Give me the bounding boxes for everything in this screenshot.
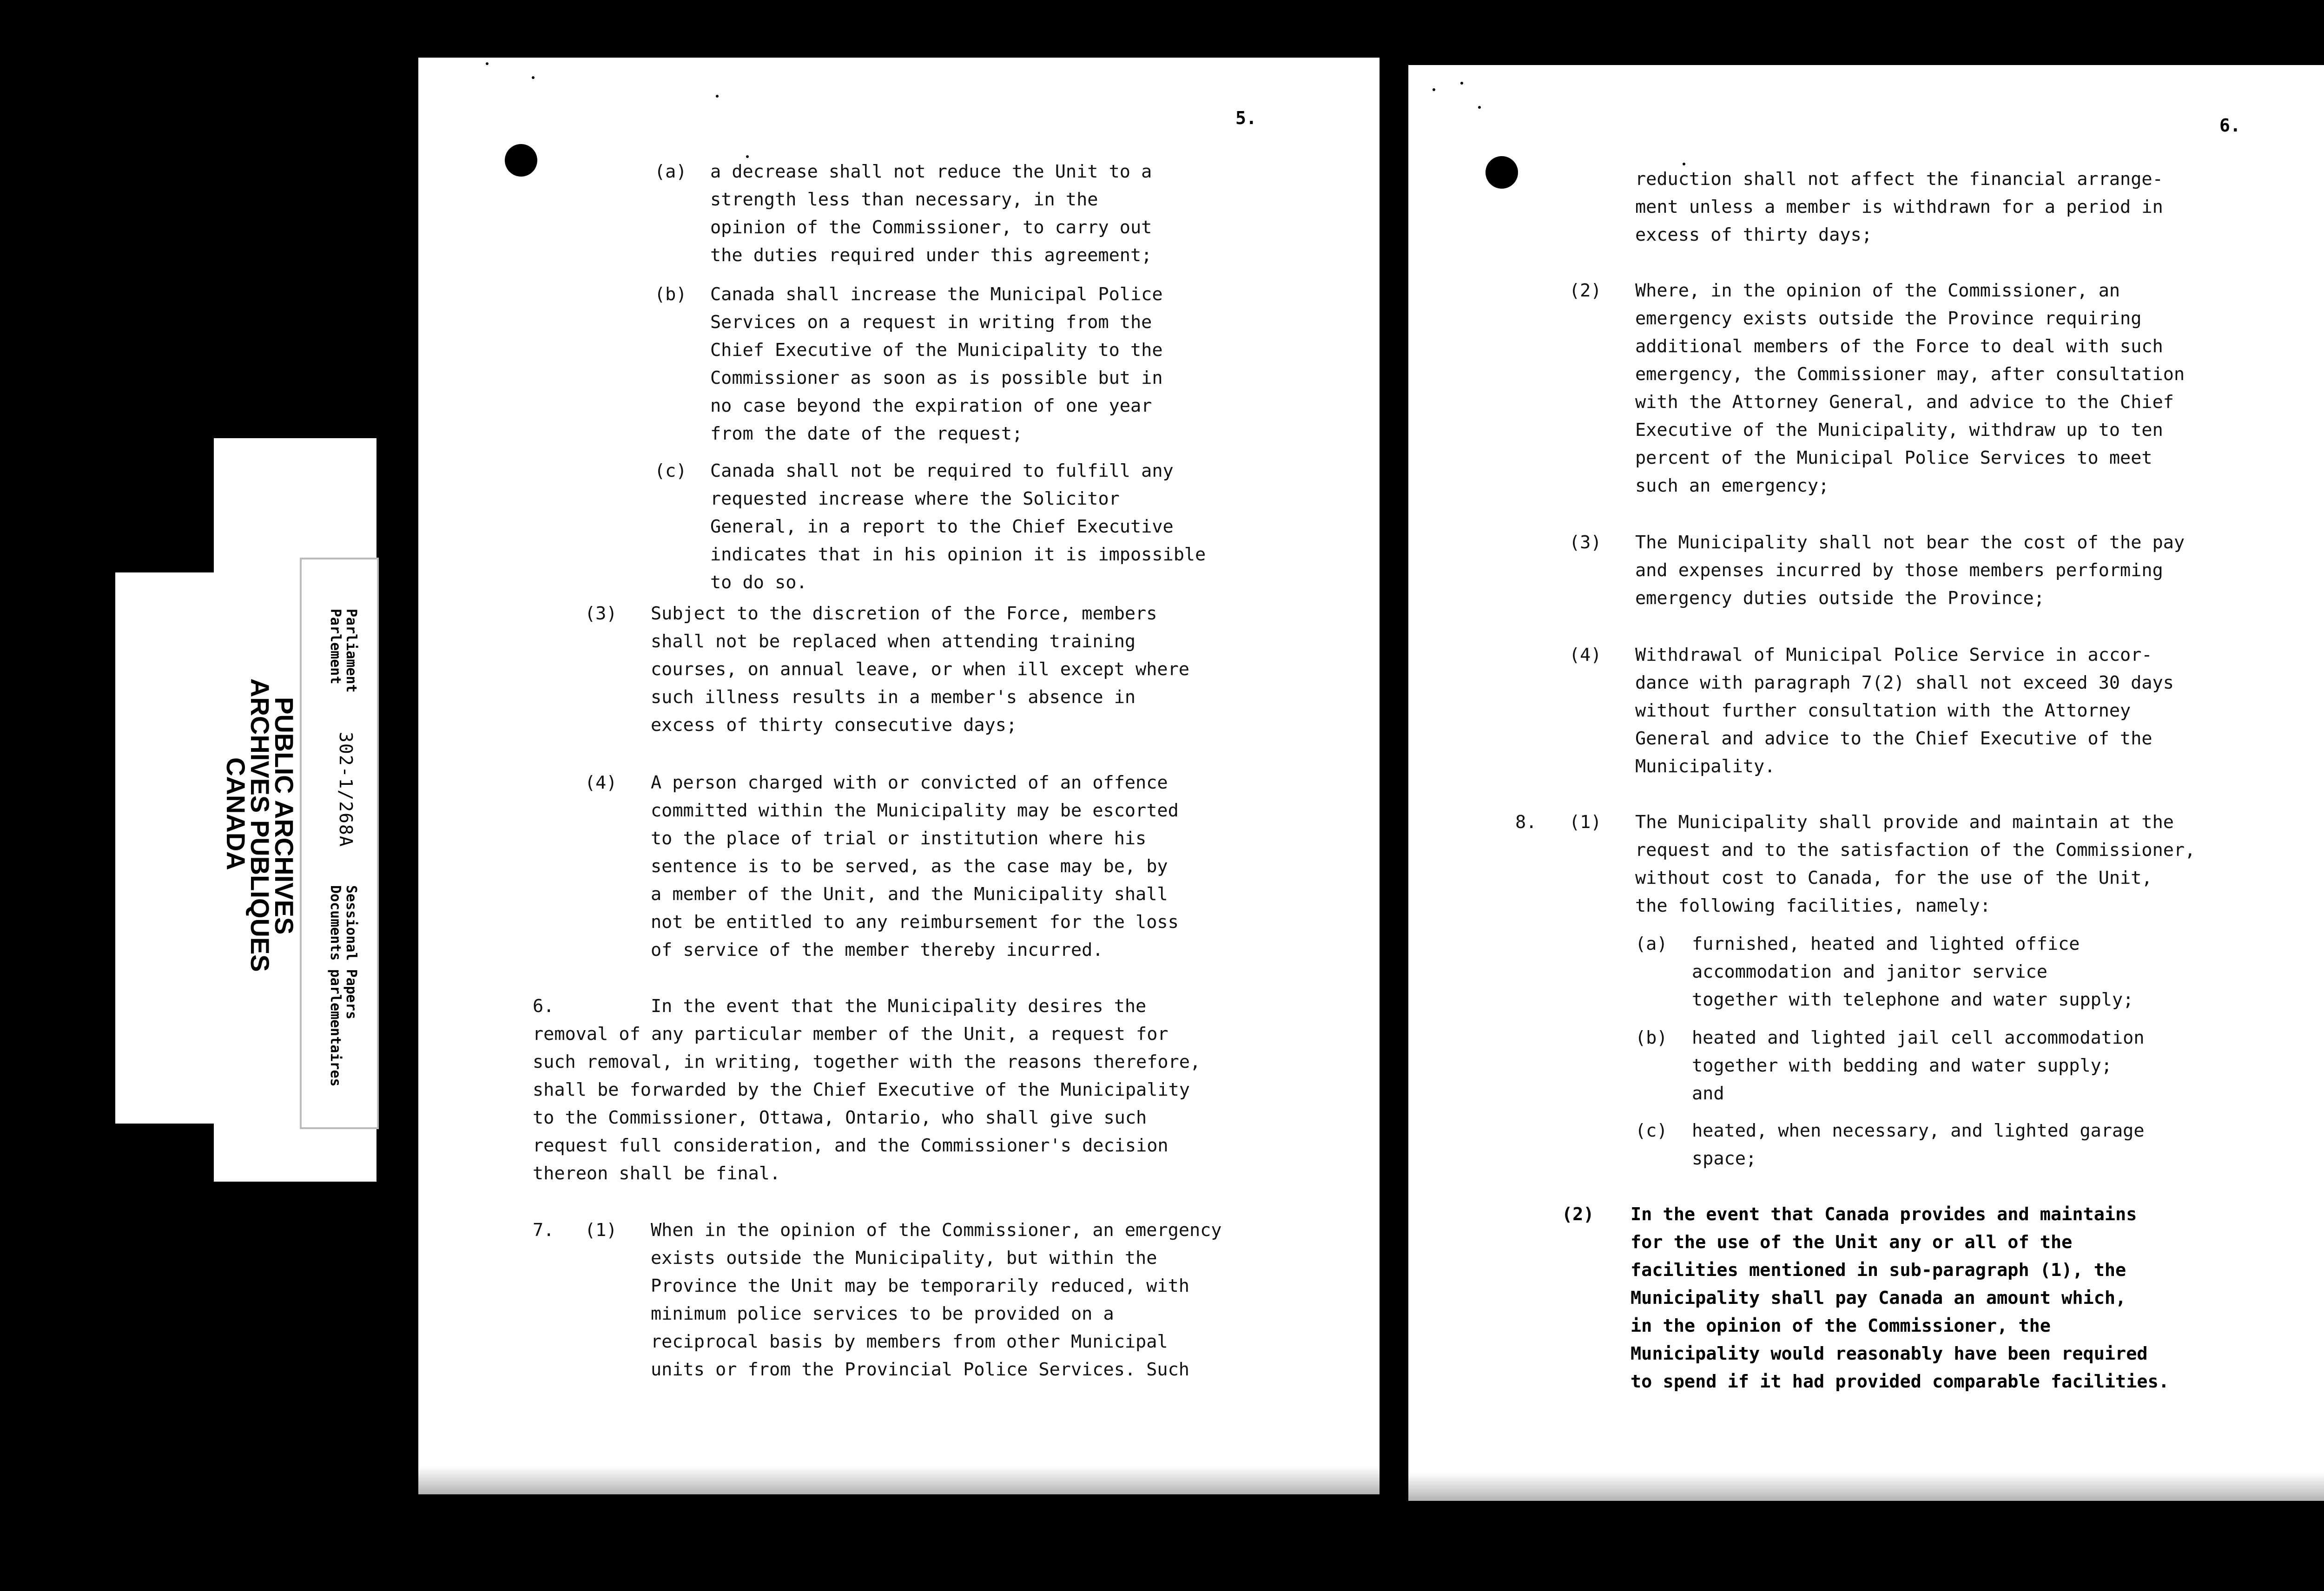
text-line: percent of the Municipal Police Services to meet xyxy=(1635,447,2152,468)
text-line: and xyxy=(1692,1083,1724,1104)
text-line: exists outside the Municipality, but within the xyxy=(651,1248,1157,1269)
punch-hole xyxy=(1486,156,1518,189)
text-line: together with bedding and water supply; xyxy=(1692,1055,2112,1076)
text-line: such illness results in a member's absence in xyxy=(651,687,1136,708)
text-line: excess of thirty consecutive days; xyxy=(651,715,1017,736)
speck xyxy=(1433,88,1435,91)
sessional-papers-tag-en: Sessional Papers xyxy=(343,885,359,1019)
text-line: In the event that the Municipality desires the xyxy=(651,996,1147,1017)
speck xyxy=(532,76,535,79)
text-line: (a) xyxy=(654,161,687,182)
text-line: (2) xyxy=(1569,280,1602,301)
text-line: Services on a request in writing from the xyxy=(710,312,1152,333)
text-line: request and to the satisfaction of the Commissioner, xyxy=(1635,840,2196,861)
text-line: facilities mentioned in sub-paragraph (1), the xyxy=(1631,1260,2126,1281)
text-line: and expenses incurred by those members performing xyxy=(1635,560,2163,581)
text-line: (b) xyxy=(654,284,687,305)
text-line: for the use of the Unit any or all of the xyxy=(1631,1232,2073,1253)
text-line: Chief Executive of the Municipality to the xyxy=(710,340,1163,361)
parliament-tag-fr: Parlement xyxy=(327,609,343,684)
archive-label-line2: ARCHIVES PUBLIQUES xyxy=(245,678,275,972)
text-line: to do so. xyxy=(710,572,807,593)
speck xyxy=(486,62,489,65)
text-line: (1) xyxy=(585,1220,617,1241)
text-line: In the event that Canada provides and maintains xyxy=(1631,1204,2137,1225)
text-line: Withdrawal of Municipal Police Service in accor- xyxy=(1635,644,2152,665)
text-line: Executive of the Municipality, withdraw up to ten xyxy=(1635,420,2163,440)
speck xyxy=(716,95,719,98)
text-line: with the Attorney General, and advice to the Chief xyxy=(1635,392,2174,413)
text-line: reciprocal basis by members from other Municipal xyxy=(651,1331,1168,1352)
archive-label-line1: PUBLIC ARCHIVES xyxy=(270,697,299,935)
page-number: 5. xyxy=(1235,108,1257,128)
text-line: Canada shall increase the Municipal Police xyxy=(710,284,1163,305)
text-line: heated, when necessary, and lighted garage xyxy=(1692,1120,2145,1141)
speck xyxy=(1478,106,1481,109)
text-line: without further consultation with the Attorney xyxy=(1635,700,2131,721)
text-line: Municipality would reasonably have been required xyxy=(1631,1343,2148,1364)
text-line: Province the Unit may be temporarily reduced, with xyxy=(651,1275,1189,1296)
text-line: The Municipality shall not bear the cost of the pay xyxy=(1635,532,2185,553)
document-page-6 xyxy=(1408,65,2324,1501)
text-line: A person charged with or convicted of an offence xyxy=(651,772,1168,793)
text-line: such an emergency; xyxy=(1635,475,1829,496)
text-line: not be entitled to any reimbursement for the loss xyxy=(651,912,1179,933)
text-line: without cost to Canada, for the use of the Unit, xyxy=(1635,868,2152,888)
text-line: When in the opinion of the Commissioner, an emergency xyxy=(651,1220,1222,1241)
text-line: the following facilities, namely: xyxy=(1635,895,1991,916)
text-line: to the place of trial or institution where his xyxy=(651,828,1147,849)
speck xyxy=(1460,82,1463,85)
text-line: additional members of the Force to deal with such xyxy=(1635,336,2163,357)
text-line: strength less than necessary, in the xyxy=(710,189,1098,210)
text-line: shall not be replaced when attending training xyxy=(651,631,1136,652)
text-line: Where, in the opinion of the Commissioner, an xyxy=(1635,280,2120,301)
text-line: a decrease shall not reduce the Unit to a xyxy=(710,161,1152,182)
text-line: General and advice to the Chief Executive of the xyxy=(1635,728,2152,749)
text-line: 6. xyxy=(533,996,555,1017)
text-line: (c) xyxy=(654,460,687,481)
text-line: Canada shall not be required to fulfill any xyxy=(710,460,1174,481)
text-line: sentence is to be served, as the case may be, by xyxy=(651,856,1168,877)
text-line: The Municipality shall provide and maintain at the xyxy=(1635,812,2174,833)
text-line: Municipality. xyxy=(1635,756,1776,777)
text-line: requested increase where the Solicitor xyxy=(710,488,1120,509)
text-line: (c) xyxy=(1635,1120,1668,1141)
text-line: together with telephone and water supply; xyxy=(1692,989,2134,1010)
text-line: removal of any particular member of the Unit, a request for xyxy=(533,1024,1169,1045)
archive-label-line3: CANADA xyxy=(221,757,251,870)
text-line: no case beyond the expiration of one year xyxy=(710,395,1152,416)
text-line: courses, on annual leave, or when ill except where xyxy=(651,659,1189,680)
text-line: committed within the Municipality may be escorted xyxy=(651,800,1179,821)
text-line: emergency exists outside the Province requiring xyxy=(1635,308,2142,329)
page-number: 6. xyxy=(2219,115,2241,136)
text-line: (3) xyxy=(585,603,617,624)
punch-hole xyxy=(505,144,537,177)
text-line: heated and lighted jail cell accommodation xyxy=(1692,1027,2145,1048)
text-line: shall be forwarded by the Chief Executive of the Municipality xyxy=(533,1079,1190,1100)
text-line: a member of the Unit, and the Municipality shall xyxy=(651,884,1168,905)
text-line: to spend if it had provided comparable facilities. xyxy=(1631,1371,2169,1392)
parliament-tag-en: Parliament xyxy=(343,609,359,693)
text-line: 7. xyxy=(533,1220,555,1241)
text-line: dance with paragraph 7(2) shall not exceed 30 days xyxy=(1635,672,2174,693)
text-line: Commissioner as soon as is possible but in xyxy=(710,368,1163,388)
text-line: to the Commissioner, Ottawa, Ontario, who shall give such xyxy=(533,1107,1147,1128)
text-line: minimum police services to be provided on a xyxy=(651,1303,1114,1324)
text-line: reduction shall not affect the financial arrange- xyxy=(1635,169,2163,190)
text-line: (4) xyxy=(1569,644,1602,665)
text-line: furnished, heated and lighted office xyxy=(1692,934,2080,954)
text-line: (4) xyxy=(585,772,617,793)
text-line: (a) xyxy=(1635,934,1668,954)
document-page-5 xyxy=(418,58,1380,1494)
text-line: excess of thirty days; xyxy=(1635,224,1872,245)
text-line: thereon shall be final. xyxy=(533,1163,781,1184)
text-line: indicates that in his opinion it is impossible xyxy=(710,544,1206,565)
text-line: Subject to the discretion of the Force, members xyxy=(651,603,1157,624)
text-line: the duties required under this agreement; xyxy=(710,245,1152,266)
text-line: ment unless a member is withdrawn for a period in xyxy=(1635,197,2163,217)
text-line: opinion of the Commissioner, to carry out xyxy=(710,217,1152,238)
text-line: emergency, the Commissioner may, after consultation xyxy=(1635,364,2185,385)
text-line: of service of the member thereby incurred. xyxy=(651,940,1103,960)
text-line: request full consideration, and the Commissioner's decision xyxy=(533,1135,1169,1156)
text-line: Municipality shall pay Canada an amount which, xyxy=(1631,1288,2126,1308)
text-line: from the date of the request; xyxy=(710,423,1023,444)
text-line: (2) xyxy=(1562,1204,1594,1225)
text-line: (1) xyxy=(1569,812,1602,833)
text-line: in the opinion of the Commissioner, the xyxy=(1631,1315,2051,1336)
text-line: space; xyxy=(1692,1148,1757,1169)
text-line: units or from the Provincial Police Services. Such xyxy=(651,1359,1189,1380)
text-line: such removal, in writing, together with the reasons therefore, xyxy=(533,1052,1201,1072)
text-line: General, in a report to the Chief Executive xyxy=(710,516,1174,537)
call-number: 302-1/268A xyxy=(336,732,356,848)
text-line: 8. xyxy=(1515,812,1537,833)
sessional-papers-tag-fr: Documents parlementaires xyxy=(327,885,343,1087)
text-line: (3) xyxy=(1569,532,1602,553)
text-line: (b) xyxy=(1635,1027,1668,1048)
text-line: accommodation and janitor service xyxy=(1692,961,2047,982)
text-line: emergency duties outside the Province; xyxy=(1635,588,2045,609)
